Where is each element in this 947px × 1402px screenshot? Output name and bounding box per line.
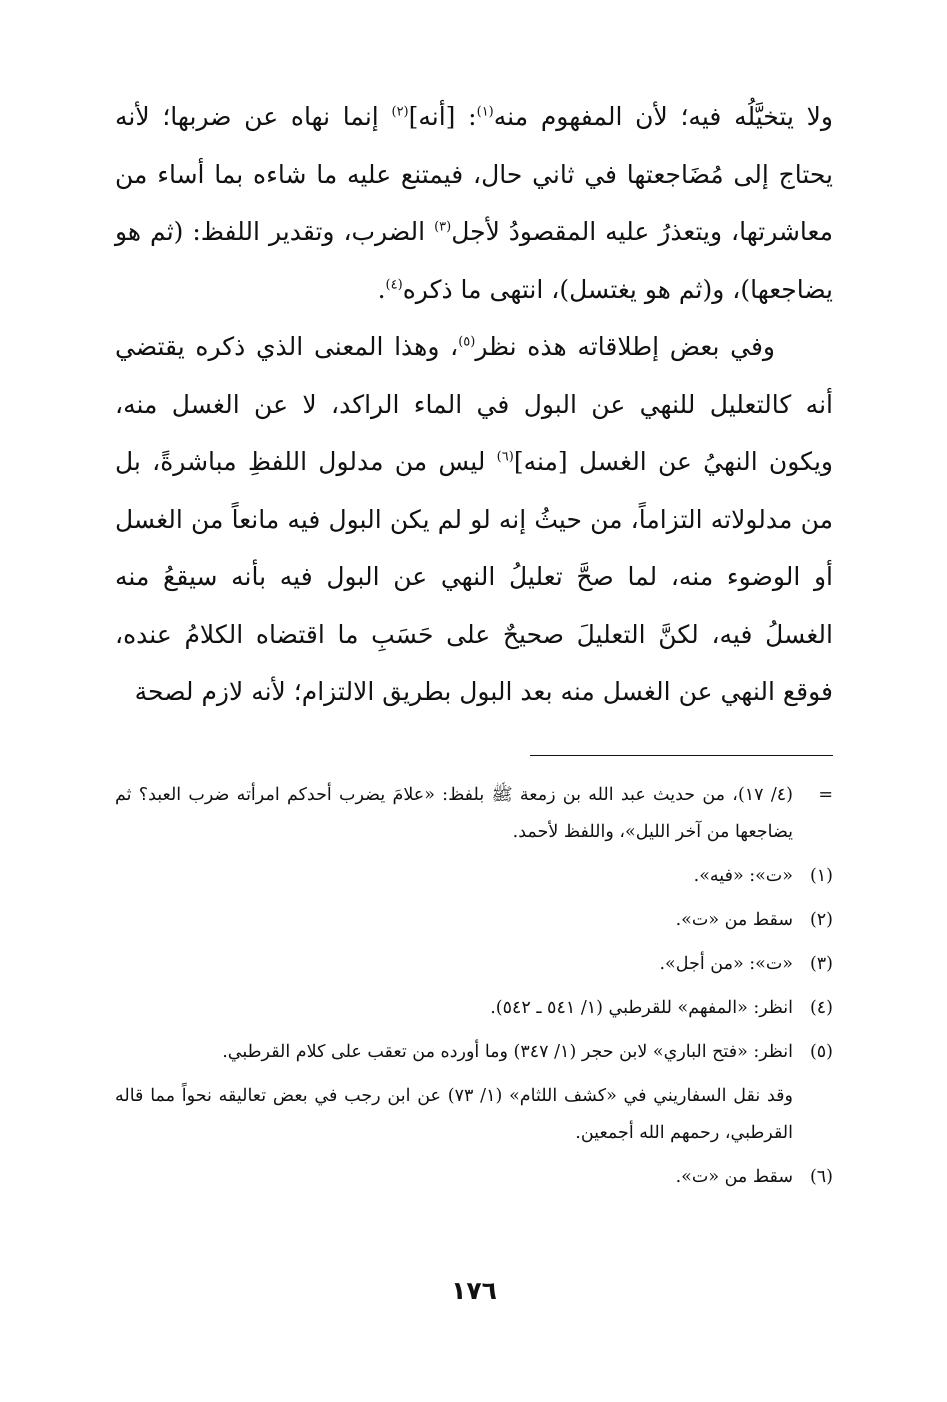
- footnote-ref-2[interactable]: (٢): [391, 104, 409, 120]
- footnote-6: [115, 1159, 833, 1196]
- footnote-5-extra: [115, 1078, 833, 1152]
- footnote-text: سقط من «ت».: [675, 1167, 793, 1187]
- text-run: وفي بعض إطلاقاته هذه نظر: [475, 332, 775, 361]
- paragraph-2: [115, 318, 833, 721]
- text-run: الضرب، وتقدير اللفظ: (ثم هو يضاجعها)، و(ثم هو يغتسل)، انتهى ما ذكره: [115, 217, 833, 304]
- footnote-ref-3[interactable]: (٣): [434, 219, 452, 235]
- footnote-continuation-text: (٤/ ١٧)، من حديث عبد الله بن زمعة ﷺ بلفظ: «علامَ يضرب أحدكم امرأته ضرب العبد؟ ثم يضاجعها من آخر الليل»، واللفظ لأحمد.: [115, 785, 793, 842]
- footnote-number: (٢): [809, 910, 833, 930]
- footnote-ref-5[interactable]: (٥): [458, 334, 476, 350]
- footnote-number: (١): [809, 866, 833, 886]
- text-run: إنما نهاه عن ضربها؛ لأنه يحتاج إلى مُضَاجعتها في ثاني حال، فيمتنع عليه ما شاءه بما أساء من معاشرتها، ويتعذرُ عليه المقصودُ لأجل: [115, 102, 834, 246]
- main-text: [115, 88, 833, 721]
- footnote-number: (٦): [809, 1167, 833, 1187]
- footnote-3: [115, 946, 833, 983]
- paragraph-1: [115, 88, 833, 318]
- footnote-2: [115, 902, 833, 939]
- footnote-ref-4[interactable]: (٤): [385, 277, 403, 293]
- footnote-1: [115, 858, 833, 895]
- text-run: ليس من مدلول اللفظِ مباشرةً، بل من مدلولاته التزاماً، من حيثُ إنه لو لم يكن البول فيه مانعاً من الغسل أو الوضوء منه، لما صحَّ تعليلُ النهي عن البول فيه بأنه سيقعُ منه الغسلُ فيه، لكنَّ التعليلَ صحيحٌ على حَسَبِ ما اقتضاه الكلامُ عنده، فوقع النهي عن الغسل منه بعد البول بطريق الالتزام؛ لأنه لازم لصحة: [115, 447, 833, 706]
- footnote-ref-6[interactable]: (٦): [496, 449, 514, 465]
- text-run: ، وهذا المعنى الذي ذكره يقتضي أنه كالتعليل للنهي عن البول في الماء الراكد، لا عن الغسل منه، ويكون النهيُ عن الغسل [منه]: [115, 332, 833, 476]
- footnote-separator: [530, 755, 833, 756]
- footnote-number: (٥): [809, 1042, 833, 1062]
- text-run: : [أنه]: [408, 102, 477, 131]
- footnote-ref-1[interactable]: (١): [476, 104, 494, 120]
- text-run: .: [377, 274, 386, 304]
- footnote-text: انظر: «المفهم» للقرطبي (١/ ٥٤١ ـ ٥٤٢).: [490, 998, 793, 1018]
- footnote-text: وقد نقل السفاريني في «كشف اللثام» (١/ ٧٣) عن ابن رجب في بعض تعاليقه نحواً مما قاله القرطبي، رحمهم الله أجمعين.: [115, 1086, 793, 1143]
- footnote-text: انظر: «فتح الباري» لابن حجر (١/ ٣٤٧) وما أورده من تعقب على كلام القرطبي.: [222, 1042, 793, 1062]
- footnote-text: سقط من «ت».: [675, 910, 793, 930]
- footnote-4: [115, 990, 833, 1027]
- footnote-continuation-marker: =: [818, 785, 833, 805]
- footnote-text: «ت»: «من أجل».: [659, 954, 793, 974]
- text-run: ولا يتخيَّلُه فيه؛ لأن المفهوم منه: [493, 102, 833, 131]
- footnote-number: (٣): [809, 954, 833, 974]
- footnote-continuation: [115, 777, 833, 851]
- footnote-text: «ت»: «فيه».: [693, 866, 793, 886]
- page-number: ١٧٦: [451, 1276, 497, 1305]
- footnote-number: (٤): [809, 998, 833, 1018]
- footnote-5: [115, 1034, 833, 1071]
- footnotes: [115, 777, 833, 1203]
